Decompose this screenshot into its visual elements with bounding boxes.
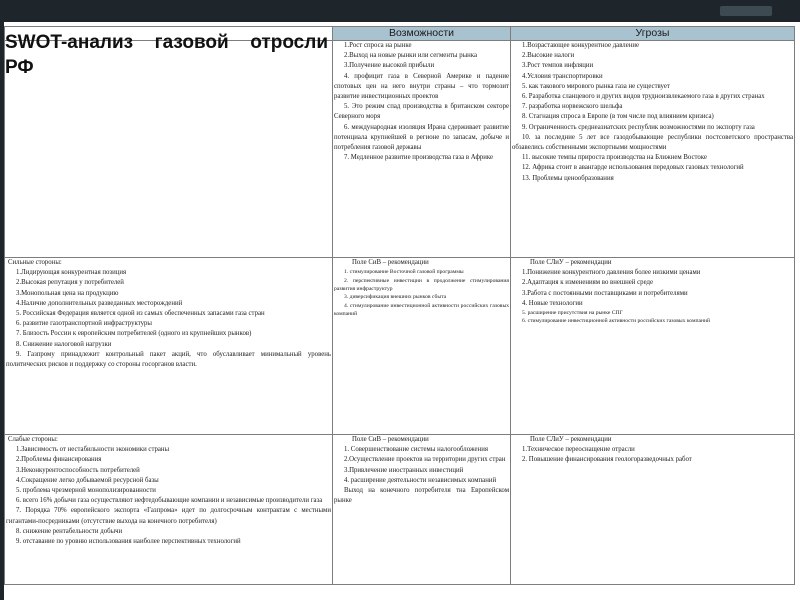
header-threats: Угрозы — [511, 27, 795, 41]
wu-cell — [511, 435, 795, 585]
opportunity-item: 3.Получение высокой прибыли — [344, 62, 435, 70]
sv-item: 4. стимулирование инвестиционной активности российских газовых компаний — [334, 302, 509, 318]
threat-item: 9. Ограниченность среднеазиатских республик возможностями по экспорту газа — [522, 123, 755, 131]
weakness-item: 5. проблема чрезмерной монополизированности — [16, 487, 156, 495]
threat-item: 12. Африка стоит в авангарде использования передовых газовых технологий — [522, 164, 744, 172]
row-weaknesses — [5, 435, 795, 585]
row-strengths — [5, 258, 795, 435]
weakness-item: 7. Порядка 70% европейского экспорта «Газпрома» идет по долгосрочным контрактам с местными гигантами-посредниками (отсутствие выхода на конечного потребителя) — [6, 507, 331, 525]
row-opportunities-threats — [5, 41, 795, 258]
opportunity-item: 7. Медленное развитие производства газа в Африке — [344, 154, 494, 162]
table-title: SWOT-анализ газовой отросли РФ — [5, 32, 328, 78]
wv-item: 4. расширение деятельности независимых компаний — [344, 476, 497, 484]
wu-title: Поле СЛиУ – рекомендации — [530, 436, 612, 443]
su-cell — [511, 258, 795, 435]
threat-item: 13. Проблемы ценообразования — [522, 174, 614, 182]
wv-item: 2.Осуществление проектов на территории других стран — [344, 456, 506, 464]
strengths-cell — [5, 258, 333, 435]
weakness-item: 3.Неконкурентоспособность потребителей — [16, 466, 140, 474]
threat-item: 6. Разработка сланцевого и других видов трудноизвлекаемого газа в других странах — [522, 93, 765, 101]
su-item: 4. Новые технологии — [522, 299, 583, 307]
weakness-item: 9. отставание по уровню использования наиболее перспективных технологий — [16, 538, 241, 546]
threat-item: 5. как такового мирового рынка газа не существует — [522, 82, 670, 90]
header-opportunities: Возможности — [333, 27, 511, 41]
wu-item: 1.Техническое переоснащение отрасли — [522, 446, 635, 454]
weaknesses-cell — [5, 435, 333, 585]
threats-cell — [511, 41, 795, 258]
weakness-item: 6. всего 16% добычи газа осуществляют нефтедобывающие компании и независимые производители газа — [16, 497, 323, 505]
wv-item: 3.Привлечение иностранных инвестиций — [344, 466, 464, 474]
sv-item: 3. диверсификация внешних рынков сбыта — [344, 294, 447, 301]
su-title: Поле СЛиУ – рекомендации — [530, 259, 612, 266]
su-item: 6. стимулирование инвестиционной активности российских газовых компаний — [522, 318, 710, 325]
su-item: 3.Работа с постоянными поставщиками и потребителями — [522, 289, 688, 297]
weaknesses-title: Слабые стороны: — [8, 436, 58, 443]
threat-item: 11. высокие темпы прироста производства на Ближнем Востоке — [522, 154, 707, 162]
strength-item: 2.Высокая репутация у потребителей — [16, 279, 124, 287]
su-item: 2.Адаптация к изменениям во внешней среде — [522, 279, 653, 287]
su-item: 5. расширение присутствия на рынке СПГ — [522, 310, 623, 317]
opportunity-item: 2.Выход на новые рынки или сегменты рынка — [344, 52, 478, 60]
opportunity-item: 5. Это режим спад производства в британском секторе Северного моря — [334, 103, 509, 121]
threat-item: 3.Рост темпов инфляции — [522, 62, 594, 70]
weakness-item: 4.Сокращение легко добываемой ресурсной базы — [16, 476, 159, 484]
wv-cell — [333, 435, 511, 585]
strength-item: 5. Российская Федерация является одной из самых обеспеченных запасами газа стран — [16, 310, 265, 318]
threat-item: 2.Высокие налоги — [522, 52, 575, 60]
weakness-item: 2.Проблемы финансирования — [16, 456, 102, 464]
strength-item: 9. Газпрому принадлежит контрольный пакет акций, что обуславливает минимальный уровень политических рисков и поддержку со стороны госорганов власти. — [6, 350, 331, 369]
weakness-item: 1.Зависимость от нестабильности экономики страны — [16, 446, 170, 454]
wv-title: Поле СиВ – рекомендации — [352, 436, 429, 443]
top-bar-accent — [720, 6, 772, 16]
sv-title: Поле СиВ – рекомендации — [352, 259, 429, 266]
sv-cell — [333, 258, 511, 435]
weakness-item: 8. снижение рентабельности добычи — [16, 527, 123, 535]
su-item: 1.Понижение конкурентного давления более низкими ценами — [522, 269, 701, 277]
opportunities-cell — [333, 41, 511, 258]
threat-item: 7. разработка норвежского шельфа — [522, 103, 623, 111]
opportunity-item: 1.Рост спроса на рынке — [344, 42, 412, 49]
strength-item: 1.Лидирующая конкурентная позиция — [16, 269, 127, 277]
strength-item: 3.Монопольная цена на продукцию — [16, 289, 119, 297]
sv-item: 1. стимулирование Восточной газовой программы — [344, 269, 464, 276]
strength-item: 8. Снижение налоговой нагрузки — [16, 340, 112, 348]
wv-item: Выход на конечного потребителя тна Европейском рынке — [334, 487, 509, 505]
wv-item: 1. Совершенствование системы налогообложения — [344, 446, 488, 454]
strength-item: 6. развитие газотранспортной инфраструктуры — [16, 320, 152, 328]
strength-item: 4.Наличие дополнительных разведанных месторождений — [16, 299, 183, 307]
strengths-title: Сильные стороны: — [8, 259, 62, 266]
threat-item: 10. за последние 5 лет все газодобывающие республики постсоветского пространства обзавелись собственными экспортными мощностями — [512, 133, 793, 152]
opportunity-item: 6. международная изоляция Ирана сдерживает развитие потенциала крупнейшей в регионе по запасам, добыче и потребления газовой державы — [334, 123, 509, 152]
wu-item: 2. Повышение финансирования геологоразведочных работ — [522, 456, 692, 464]
top-bar — [0, 0, 800, 22]
threat-item: 1.Возрастающее конкурентное давление — [522, 42, 640, 49]
threat-item: 4.Условия транспортировки — [522, 72, 603, 80]
strength-item: 7. Близость России к европейским потребителей (одного из крупнейших рынков) — [16, 330, 252, 338]
threat-item: 8. Стагнация спроса в Европе (в том числе под влиянием кризиса) — [522, 113, 714, 121]
swot-table — [4, 26, 795, 585]
sv-item: 2. перспективные инвестиции в продолжение стимулирования развития инфраструктур — [334, 277, 509, 293]
table-title-cell — [5, 32, 333, 258]
opportunity-item: 4. профицит газа в Северной Америке и падение спотовых цен на него внутри страны – что тормозит развитие инвестиционных проектов — [334, 72, 509, 101]
